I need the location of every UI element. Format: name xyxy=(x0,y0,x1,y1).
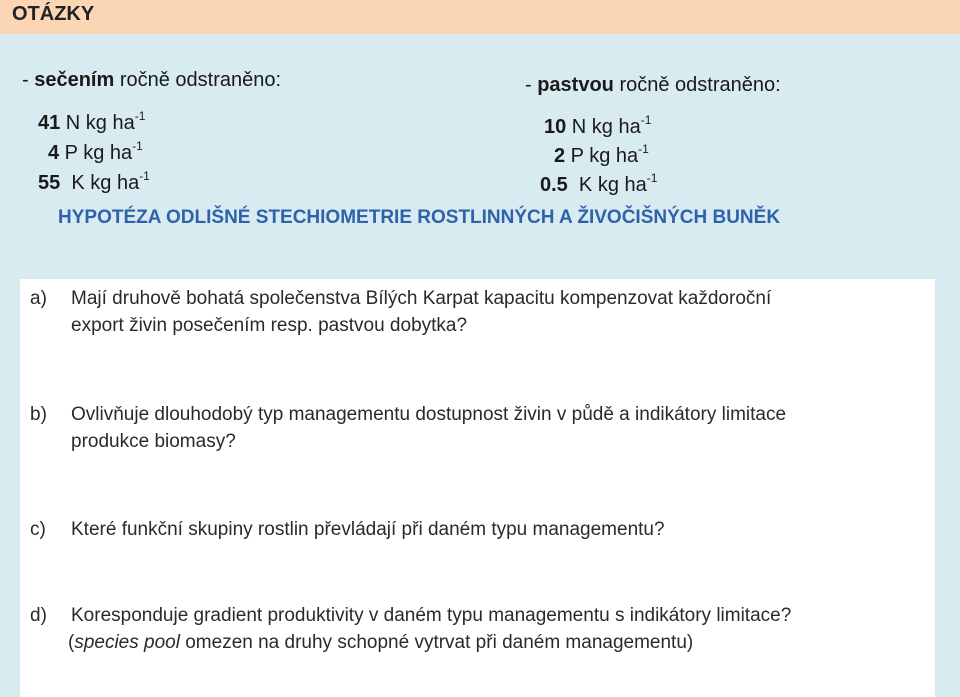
question-letter: b) xyxy=(30,404,47,425)
question-line: Ovlivňuje dlouhodobý typ managementu dostupnost živin v půdě a indikátory limitace xyxy=(71,404,787,425)
question-letter: d) xyxy=(30,605,47,626)
mowing-row-p: 4 P kg $ha^{-1}$ xyxy=(48,139,143,164)
mowing-values xyxy=(38,108,150,198)
question-c xyxy=(30,516,930,543)
question-d xyxy=(30,602,930,656)
question-line: Mají druhově bohatá společenstva Bílých Karpat kapacitu kompenzovat každoroční xyxy=(71,288,772,309)
title-bar xyxy=(0,0,960,34)
grazing-header: - pastvou ročně odstraněno: xyxy=(525,74,781,96)
question-line: Koresponduje gradient produktivity v daném typu managementu s indikátory limitace? xyxy=(71,605,792,626)
question-line: Které funkční skupiny rostlin převládají při daném typu managementu? xyxy=(71,519,665,540)
grazing-values xyxy=(540,113,657,200)
question-line: export živin posečením resp. pastvou dobytka? xyxy=(71,315,468,336)
question-b xyxy=(30,401,930,455)
question-a xyxy=(30,285,930,339)
question-letter: a) xyxy=(30,288,47,309)
grazing-row-n: 10 N kg $ha^{-1}$ xyxy=(544,113,652,138)
mowing-row-k: 55 K kg $ha^{-1}$ xyxy=(38,169,150,194)
grazing-row-p: 2 P kg $ha^{-1}$ xyxy=(554,142,649,167)
question-note: (species pool omezen na druhy schopné vytrvat při daném managementu) xyxy=(68,632,694,653)
questions-panel xyxy=(20,279,935,697)
mowing-row-n: 41 N kg $ha^{-1}$ xyxy=(38,109,146,134)
hypothesis-heading: HYPOTÉZA ODLIŠNÉ STECHIOMETRIE ROSTLINNÝCH A ŽIVOČIŠNÝCH BUNĚK xyxy=(58,207,781,228)
page-title: OTÁZKY xyxy=(12,3,95,25)
grazing-row-k: 0.5 K kg $ha^{-1}$ xyxy=(540,171,658,196)
grazing-block xyxy=(525,71,781,99)
mowing-block xyxy=(22,66,281,94)
question-letter: c) xyxy=(30,519,46,540)
mowing-header: - sečením ročně odstraněno: xyxy=(22,69,282,91)
question-line: produkce biomasy? xyxy=(71,431,236,452)
